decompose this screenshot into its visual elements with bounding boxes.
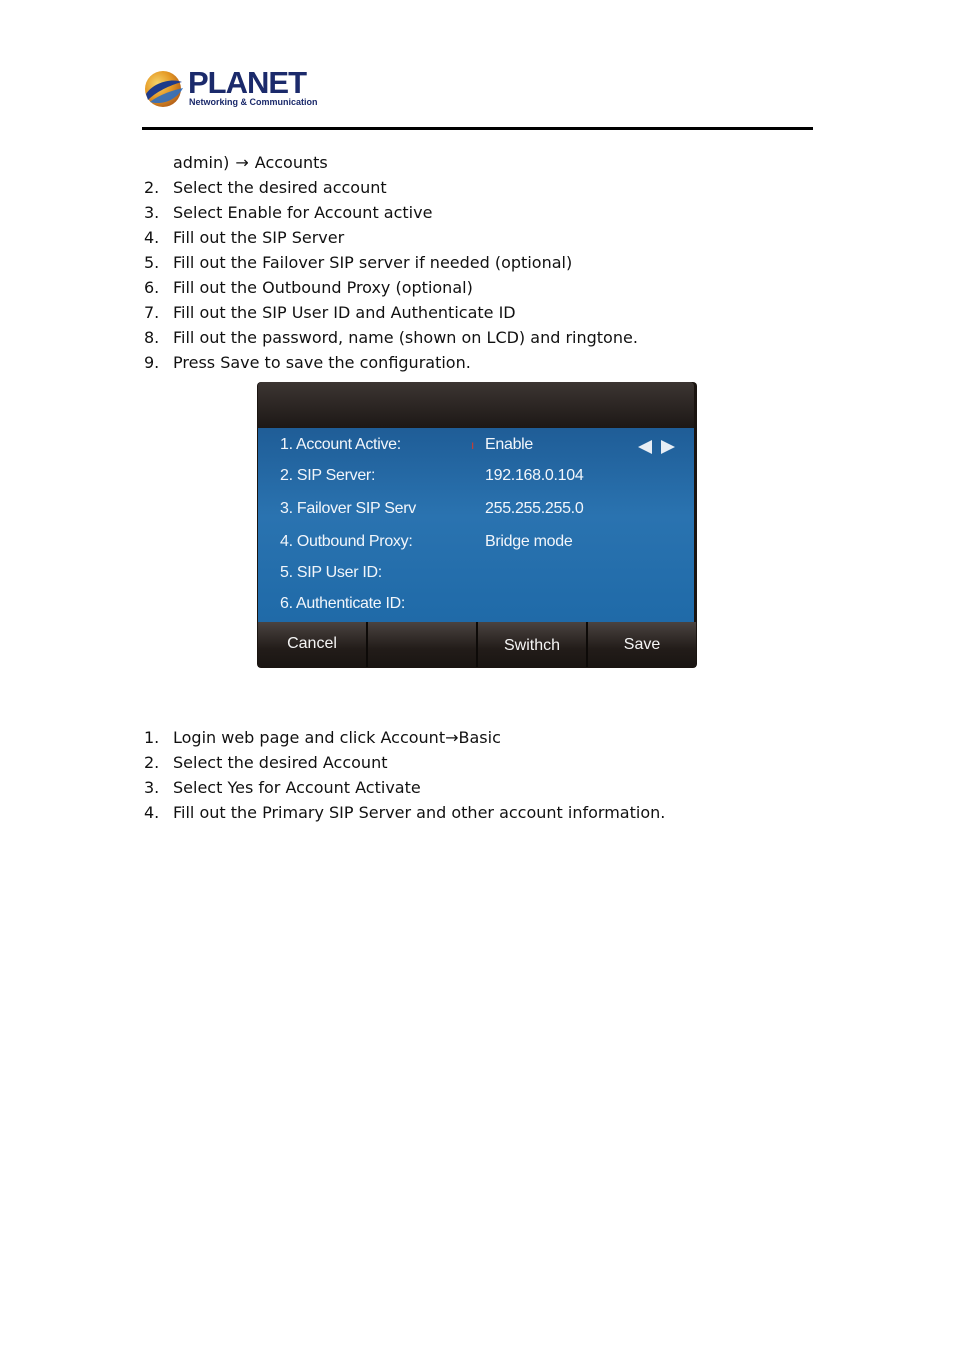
softkey-bar [258,622,696,667]
row-sip-user-id[interactable]: 5. SIP User ID: [280,564,382,581]
switch-button[interactable]: Swithch [478,622,588,667]
logo-wordmark: PLANET [188,65,306,100]
logo-tagline: Networking & Communication [189,97,318,107]
globe-icon [142,68,184,110]
save-button[interactable]: Save [588,622,696,667]
empty-softkey[interactable] [368,622,478,667]
row-account-active[interactable]: 1. Account Active: ı Enable [258,430,694,460]
screen-body [258,428,694,624]
header-rule [142,127,813,130]
arrow-right-icon: → [445,728,459,747]
screen-title-bar [258,382,694,428]
row-outbound-proxy[interactable]: 4. Outbound Proxy: Bridge mode [280,533,573,550]
arrow-right-icon: → [235,153,249,172]
row-authenticate-id[interactable]: 6. Authenticate ID: [280,595,406,612]
phone-account-screen [257,382,697,668]
cursor-icon: ı [471,438,475,452]
arrow-left-icon[interactable] [638,440,652,454]
row-failover-sip[interactable]: 3. Failover SIP Serv 255.255.255.0 [280,500,584,517]
arrow-right-icon[interactable] [661,440,675,454]
row-sip-server[interactable]: 2. SIP Server: 192.168.0.104 [280,467,584,484]
cancel-button[interactable]: Cancel [258,622,368,667]
planet-logo [142,65,318,108]
